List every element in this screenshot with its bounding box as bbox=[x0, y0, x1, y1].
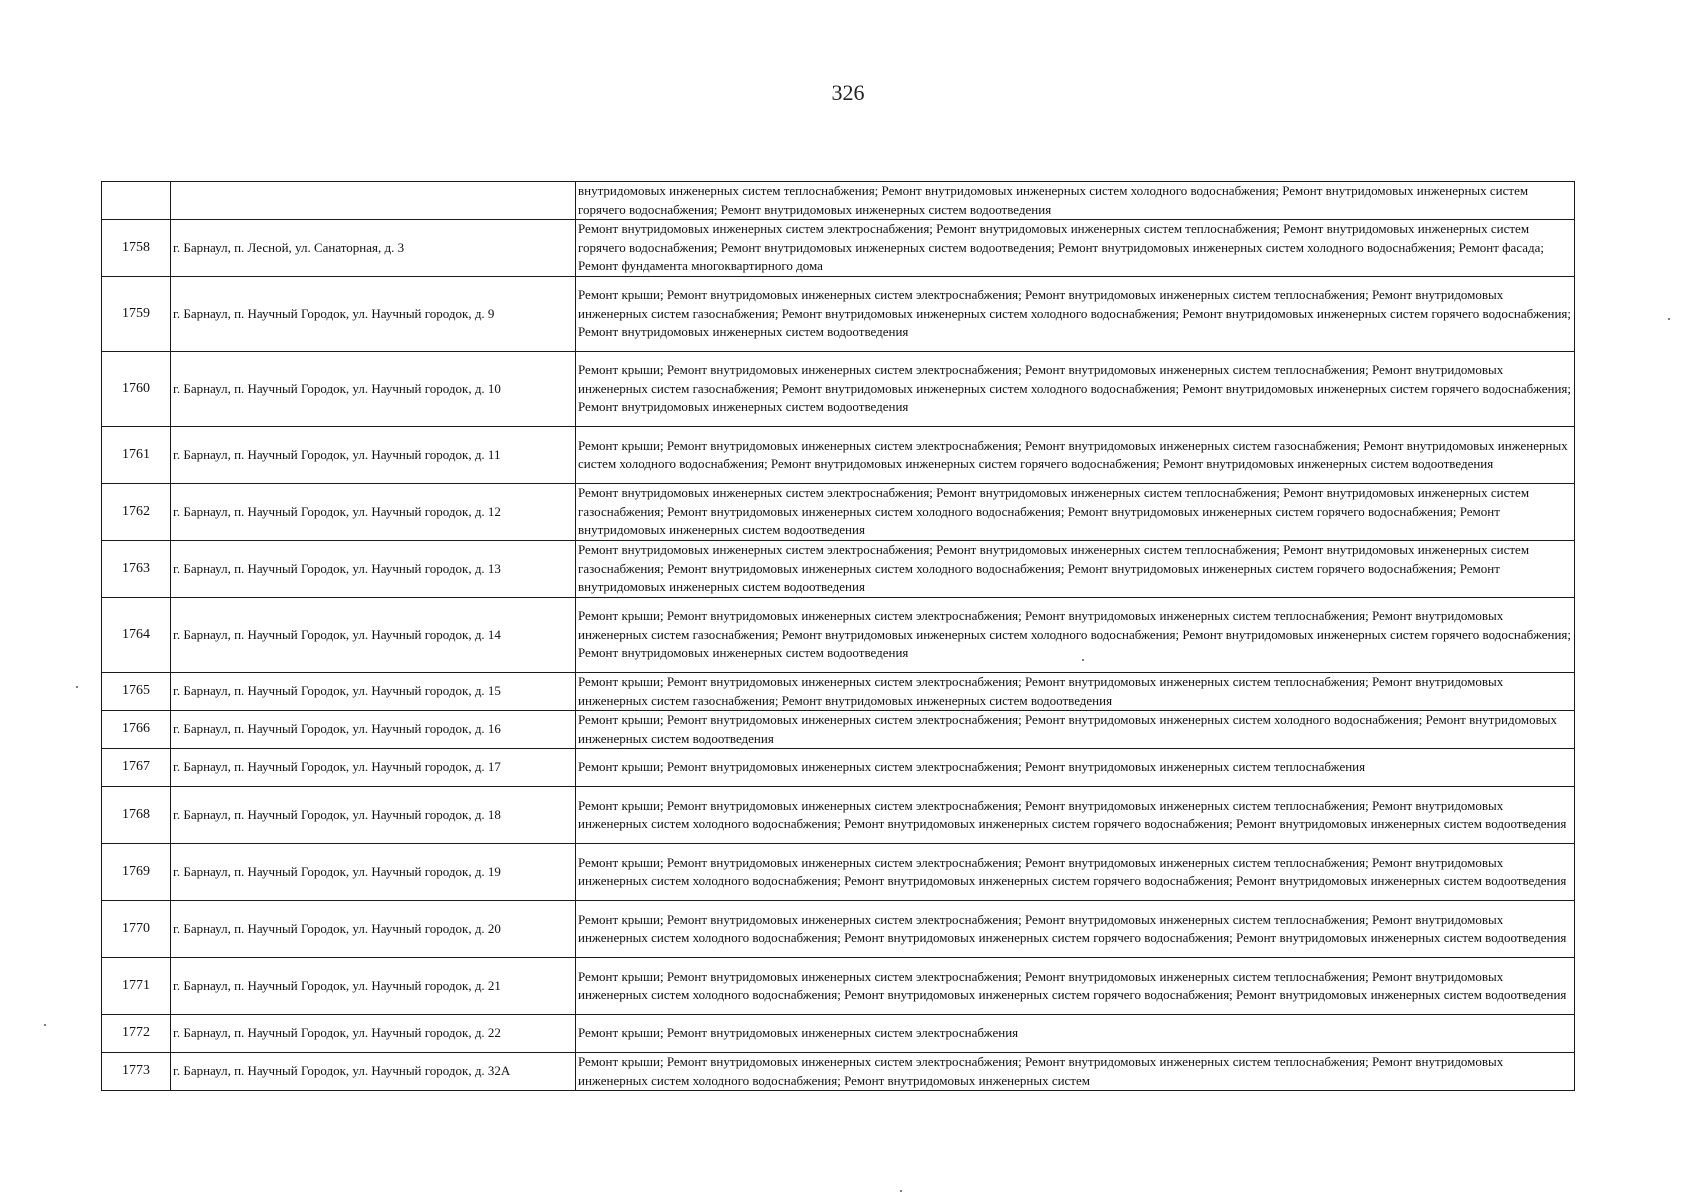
row-number: 1761 bbox=[102, 427, 171, 484]
row-number: 1758 bbox=[102, 220, 171, 277]
row-number: 1760 bbox=[102, 352, 171, 427]
row-address: г. Барнаул, п. Научный Городок, ул. Научный городок, д. 14 bbox=[171, 598, 576, 673]
table-row bbox=[102, 484, 1575, 541]
scan-speck bbox=[1082, 659, 1084, 661]
row-work-types: Ремонт крыши; Ремонт внутридомовых инженерных систем электроснабжения; Ремонт внутридомовых инженерных систем теплоснабжения bbox=[576, 749, 1575, 787]
row-work-types: Ремонт крыши; Ремонт внутридомовых инженерных систем электроснабжения; Ремонт внутридомовых инженерных систем теплоснабжения; Ремонт внутридомовых инженерных систем холодного водоснабжения; Ремонт внутридомовых инженерных систем горячего водоснабжения; Ремонт внутридомовых инженерных систем водоотведения bbox=[576, 958, 1575, 1015]
row-number: 1762 bbox=[102, 484, 171, 541]
table-row bbox=[102, 220, 1575, 277]
table-row bbox=[102, 901, 1575, 958]
table-row bbox=[102, 1015, 1575, 1053]
row-work-types: Ремонт крыши; Ремонт внутридомовых инженерных систем электроснабжения; Ремонт внутридомовых инженерных систем теплоснабжения; Ремонт внутридомовых инженерных систем газоснабжения; Ремонт внутридомовых инженерных систем холодного водоснабжения; Ремонт внутридомовых инженерных систем горячего водоснабжения; Ремонт внутридомовых инженерных систем водоотведения bbox=[576, 598, 1575, 673]
repair-registry-table bbox=[101, 181, 1575, 1091]
row-work-types: Ремонт крыши; Ремонт внутридомовых инженерных систем электроснабжения; Ремонт внутридомовых инженерных систем теплоснабжения; Ремонт внутридомовых инженерных систем холодного водоснабжения; Ремонт внутридомовых инженерных систем горячего водоснабжения; Ремонт внутридомовых инженерных систем водоотведения bbox=[576, 844, 1575, 901]
row-number: 1773 bbox=[102, 1053, 171, 1091]
row-work-types: Ремонт крыши; Ремонт внутридомовых инженерных систем электроснабжения; Ремонт внутридомовых инженерных систем газоснабжения; Ремонт внутридомовых инженерных систем холодного водоснабжения; Ремонт внутридомовых инженерных систем горячего водоснабжения; Ремонт внутридомовых инженерных систем водоотведения bbox=[576, 427, 1575, 484]
table-row bbox=[102, 352, 1575, 427]
row-work-types: Ремонт внутридомовых инженерных систем электроснабжения; Ремонт внутридомовых инженерных систем теплоснабжения; Ремонт внутридомовых инженерных систем газоснабжения; Ремонт внутридомовых инженерных систем холодного водоснабжения; Ремонт внутридомовых инженерных систем горячего водоснабжения; Ремонт внутридомовых инженерных систем водоотведения bbox=[576, 484, 1575, 541]
table-row bbox=[102, 844, 1575, 901]
row-number: 1764 bbox=[102, 598, 171, 673]
table-row bbox=[102, 598, 1575, 673]
table-row bbox=[102, 182, 1575, 220]
row-number: 1763 bbox=[102, 541, 171, 598]
row-number: 1770 bbox=[102, 901, 171, 958]
row-number: 1771 bbox=[102, 958, 171, 1015]
row-work-types: Ремонт крыши; Ремонт внутридомовых инженерных систем электроснабжения; Ремонт внутридомовых инженерных систем теплоснабжения; Ремонт внутридомовых инженерных систем газоснабжения; Ремонт внутридомовых инженерных систем холодного водоснабжения; Ремонт внутридомовых инженерных систем горячего водоснабжения; Ремонт внутридомовых инженерных систем водоотведения bbox=[576, 277, 1575, 352]
row-address: г. Барнаул, п. Научный Городок, ул. Научный городок, д. 11 bbox=[171, 427, 576, 484]
row-number: 1772 bbox=[102, 1015, 171, 1053]
table-row bbox=[102, 1053, 1575, 1091]
row-number: 1769 bbox=[102, 844, 171, 901]
row-number bbox=[102, 182, 171, 220]
scan-speck bbox=[1668, 318, 1670, 320]
row-address: г. Барнаул, п. Научный Городок, ул. Научный городок, д. 15 bbox=[171, 673, 576, 711]
row-number: 1759 bbox=[102, 277, 171, 352]
row-address: г. Барнаул, п. Научный Городок, ул. Научный городок, д. 19 bbox=[171, 844, 576, 901]
table-row bbox=[102, 711, 1575, 749]
row-address: г. Барнаул, п. Научный Городок, ул. Научный городок, д. 18 bbox=[171, 787, 576, 844]
row-work-types: Ремонт крыши; Ремонт внутридомовых инженерных систем электроснабжения; Ремонт внутридомовых инженерных систем холодного водоснабжения; Ремонт внутридомовых инженерных систем водоотведения bbox=[576, 711, 1575, 749]
row-address bbox=[171, 182, 576, 220]
row-address: г. Барнаул, п. Научный Городок, ул. Научный городок, д. 20 bbox=[171, 901, 576, 958]
scan-speck bbox=[900, 1190, 902, 1192]
row-number: 1766 bbox=[102, 711, 171, 749]
row-number: 1768 bbox=[102, 787, 171, 844]
row-work-types: Ремонт крыши; Ремонт внутридомовых инженерных систем электроснабжения; Ремонт внутридомовых инженерных систем теплоснабжения; Ремонт внутридомовых инженерных систем холодного водоснабжения; Ремонт внутридомовых инженерных систем горячего водоснабжения; Ремонт внутридомовых инженерных систем водоотведения bbox=[576, 787, 1575, 844]
row-address: г. Барнаул, п. Научный Городок, ул. Научный городок, д. 10 bbox=[171, 352, 576, 427]
table-row bbox=[102, 673, 1575, 711]
row-work-types: Ремонт крыши; Ремонт внутридомовых инженерных систем электроснабжения; Ремонт внутридомовых инженерных систем теплоснабжения; Ремонт внутридомовых инженерных систем холодного водоснабжения; Ремонт внутридомовых инженерных систем bbox=[576, 1053, 1575, 1091]
row-number: 1767 bbox=[102, 749, 171, 787]
table-row bbox=[102, 749, 1575, 787]
row-address: г. Барнаул, п. Лесной, ул. Санаторная, д. 3 bbox=[171, 220, 576, 277]
table-row bbox=[102, 427, 1575, 484]
row-address: г. Барнаул, п. Научный Городок, ул. Научный городок, д. 17 bbox=[171, 749, 576, 787]
row-work-types: Ремонт внутридомовых инженерных систем электроснабжения; Ремонт внутридомовых инженерных систем теплоснабжения; Ремонт внутридомовых инженерных систем газоснабжения; Ремонт внутридомовых инженерных систем холодного водоснабжения; Ремонт внутридомовых инженерных систем горячего водоснабжения; Ремонт внутридомовых инженерных систем водоотведения bbox=[576, 541, 1575, 598]
table-row bbox=[102, 541, 1575, 598]
row-work-types: Ремонт крыши; Ремонт внутридомовых инженерных систем электроснабжения; Ремонт внутридомовых инженерных систем теплоснабжения; Ремонт внутридомовых инженерных систем газоснабжения; Ремонт внутридомовых инженерных систем водоотведения bbox=[576, 673, 1575, 711]
row-address: г. Барнаул, п. Научный Городок, ул. Научный городок, д. 22 bbox=[171, 1015, 576, 1053]
row-work-types: Ремонт крыши; Ремонт внутридомовых инженерных систем электроснабжения bbox=[576, 1015, 1575, 1053]
row-address: г. Барнаул, п. Научный Городок, ул. Научный городок, д. 13 bbox=[171, 541, 576, 598]
row-work-types: Ремонт внутридомовых инженерных систем электроснабжения; Ремонт внутридомовых инженерных систем теплоснабжения; Ремонт внутридомовых инженерных систем горячего водоснабжения; Ремонт внутридомовых инженерных систем водоотведения; Ремонт внутридомовых инженерных систем холодного водоснабжения; Ремонт фасада; Ремонт фундамента многоквартирного дома bbox=[576, 220, 1575, 277]
row-work-types: внутридомовых инженерных систем теплоснабжения; Ремонт внутридомовых инженерных систем холодного водоснабжения; Ремонт внутридомовых инженерных систем горячего водоснабжения; Ремонт внутридомовых инженерных систем водоотведения bbox=[576, 182, 1575, 220]
page-number: 326 bbox=[831, 80, 865, 105]
scan-speck bbox=[76, 686, 78, 688]
table-row bbox=[102, 787, 1575, 844]
table-row bbox=[102, 277, 1575, 352]
row-work-types: Ремонт крыши; Ремонт внутридомовых инженерных систем электроснабжения; Ремонт внутридомовых инженерных систем теплоснабжения; Ремонт внутридомовых инженерных систем газоснабжения; Ремонт внутридомовых инженерных систем холодного водоснабжения; Ремонт внутридомовых инженерных систем горячего водоснабжения; Ремонт внутридомовых инженерных систем водоотведения bbox=[576, 352, 1575, 427]
row-work-types: Ремонт крыши; Ремонт внутридомовых инженерных систем электроснабжения; Ремонт внутридомовых инженерных систем теплоснабжения; Ремонт внутридомовых инженерных систем холодного водоснабжения; Ремонт внутридомовых инженерных систем горячего водоснабжения; Ремонт внутридомовых инженерных систем водоотведения bbox=[576, 901, 1575, 958]
row-address: г. Барнаул, п. Научный Городок, ул. Научный городок, д. 32А bbox=[171, 1053, 576, 1091]
row-number: 1765 bbox=[102, 673, 171, 711]
row-address: г. Барнаул, п. Научный Городок, ул. Научный городок, д. 21 bbox=[171, 958, 576, 1015]
row-address: г. Барнаул, п. Научный Городок, ул. Научный городок, д. 12 bbox=[171, 484, 576, 541]
table-row bbox=[102, 958, 1575, 1015]
table-body bbox=[102, 182, 1575, 1091]
row-address: г. Барнаул, п. Научный Городок, ул. Научный городок, д. 16 bbox=[171, 711, 576, 749]
row-address: г. Барнаул, п. Научный Городок, ул. Научный городок, д. 9 bbox=[171, 277, 576, 352]
scan-speck bbox=[44, 1024, 46, 1026]
